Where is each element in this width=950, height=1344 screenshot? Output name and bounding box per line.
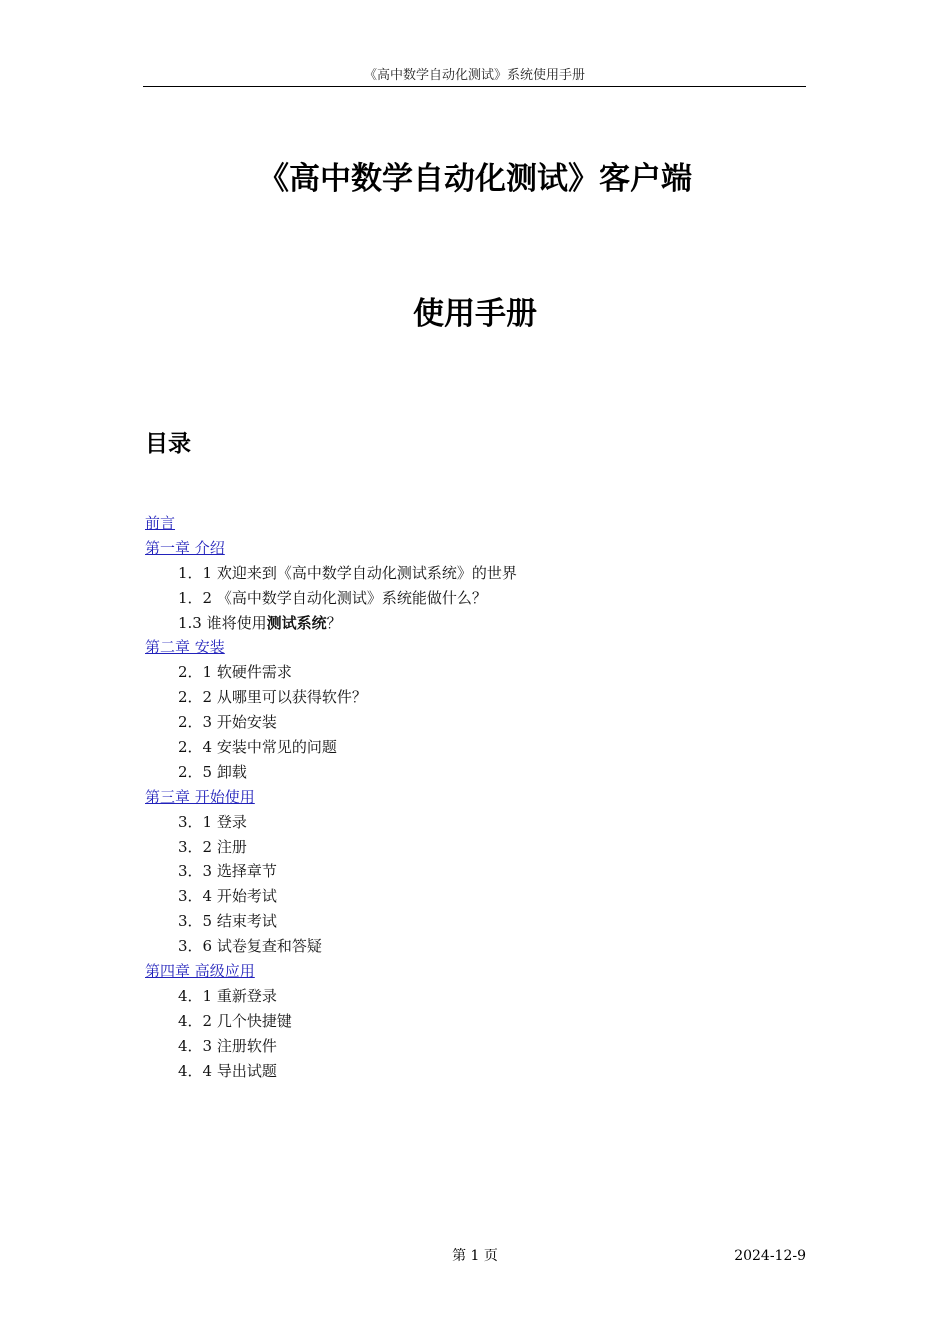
toc-link-chapter-4[interactable]: 第四章 高级应用 xyxy=(145,962,255,981)
footer-page-number: 第 1 页 xyxy=(452,1248,498,1264)
toc-link-preface[interactable]: 前言 xyxy=(145,514,176,532)
toc-section-1-2: 1．2 《高中数学自动化测试》系统能做什么？ xyxy=(178,588,487,607)
toc-section-1-3-prefix: 1.3 谁将使用 xyxy=(178,613,267,632)
toc-section-2-3: 2．3 开始安装 xyxy=(178,713,277,732)
toc-section-1-3-suffix: ？ xyxy=(326,613,342,632)
toc-section-1-3-bold: 测试系统 xyxy=(266,613,327,632)
toc-section-2-4: 2．4 安装中常见的问题 xyxy=(178,738,337,757)
toc-section-3-6: 3．6 试卷复查和答疑 xyxy=(178,937,322,956)
toc-section-4-4: 4．4 导出试题 xyxy=(178,1061,277,1080)
document-title: 《高中数学自动化测试》客户端 xyxy=(258,161,692,197)
toc-link-chapter-2[interactable]: 第二章 安装 xyxy=(145,638,225,657)
toc-section-1-1: 1．1 欢迎来到《高中数学自动化测试系统》的世界 xyxy=(178,563,517,582)
toc-section-3-4: 3．4 开始考试 xyxy=(178,887,277,906)
toc-section-3-5: 3．5 结束考试 xyxy=(178,912,277,931)
toc-section-2-5: 2．5 卸载 xyxy=(178,762,247,781)
toc-section-4-3: 4．3 注册软件 xyxy=(178,1036,277,1055)
table-of-contents xyxy=(145,511,805,1083)
footer-date: 2024-12-9 xyxy=(734,1248,806,1264)
header-text: 《高中数学自动化测试》系统使用手册 xyxy=(363,68,585,83)
toc-section-3-2: 3．2 注册 xyxy=(178,837,247,856)
toc-section-4-2: 4．2 几个快捷键 xyxy=(178,1011,292,1030)
toc-section-3-3: 3．3 选择章节 xyxy=(178,862,277,881)
toc-link-chapter-1[interactable]: 第一章 介绍 xyxy=(145,538,225,557)
document-subtitle: 使用手册 xyxy=(413,296,537,332)
toc-section-4-1: 4．1 重新登录 xyxy=(178,986,277,1005)
toc-section-1-3 xyxy=(145,611,805,636)
toc-link-chapter-3[interactable]: 第三章 开始使用 xyxy=(145,787,255,806)
toc-heading: 目录 xyxy=(145,431,191,457)
toc-section-2-1: 2．1 软硬件需求 xyxy=(178,663,292,682)
toc-section-3-1: 3．1 登录 xyxy=(178,812,247,831)
page-header xyxy=(143,68,806,87)
toc-section-2-2: 2．2 从哪里可以获得软件？ xyxy=(178,688,367,707)
